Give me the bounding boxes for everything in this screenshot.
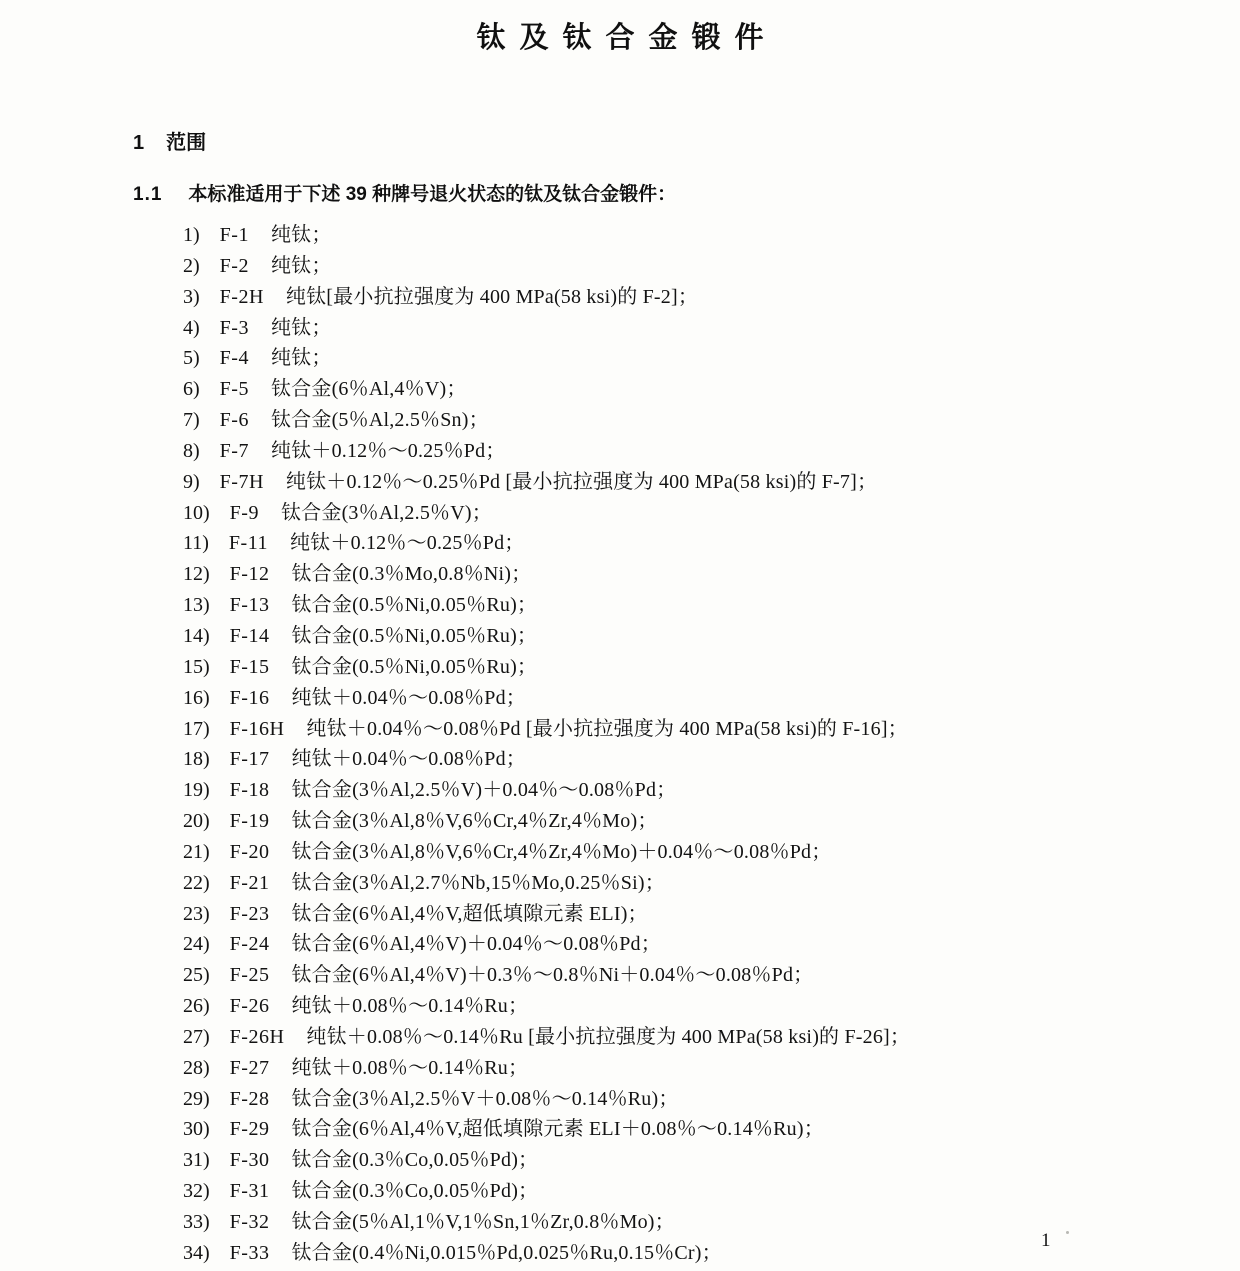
grade-description: 钛合金(0.3％Mo,0.8％Ni)； — [291, 563, 532, 586]
grade-code: F-18 — [229, 779, 270, 802]
item-number: 32) — [183, 1180, 210, 1203]
grade-code: F-30 — [229, 1149, 270, 1172]
grade-description: 纯钛； — [270, 316, 332, 339]
item-number: 11) — [183, 532, 209, 555]
list-item — [183, 590, 1240, 621]
list-item — [183, 436, 1240, 467]
grade-description: 纯钛＋0.12％～0.25％Pd； — [289, 532, 525, 555]
grade-code: F-4 — [219, 347, 249, 370]
grade-code: F-12 — [229, 563, 270, 586]
grade-code: F-5 — [219, 378, 249, 401]
item-number: 10) — [183, 501, 210, 524]
grade-description: 钛合金(0.5％Ni,0.05％Ru)； — [291, 655, 538, 678]
item-number: 6) — [183, 378, 200, 401]
list-item — [183, 652, 1240, 683]
item-number: 14) — [183, 624, 210, 647]
item-number: 23) — [183, 902, 210, 925]
grade-code: F-9 — [229, 501, 259, 524]
grade-code: F-13 — [229, 594, 270, 617]
list-item — [183, 343, 1240, 374]
grade-code: F-21 — [229, 871, 270, 894]
item-number: 27) — [183, 1025, 210, 1048]
grade-code: F-15 — [229, 655, 270, 678]
item-number: 2) — [183, 254, 200, 277]
list-item — [183, 405, 1240, 436]
grade-description: 纯钛[最小抗拉强度为 400 MPa(58 ksi)的 F-2]； — [285, 285, 699, 308]
grade-code: F-20 — [229, 840, 270, 863]
grade-description: 钛合金(3％Al,2.5％V)； — [280, 501, 492, 524]
grade-description: 钛合金(0.5％Ni,0.05％Ru)； — [291, 624, 538, 647]
grade-description: 钛合金(0.5％Ni,0.05％Ru)； — [291, 594, 538, 617]
clause-number: 1.1 — [133, 184, 163, 205]
list-item — [183, 621, 1240, 652]
item-number: 25) — [183, 964, 210, 987]
list-item — [183, 1207, 1240, 1238]
list-item — [183, 714, 1240, 745]
grade-description: 钛合金(5％Al,1％V,1％Sn,1％Zr,0.8％Mo)； — [291, 1211, 675, 1233]
grade-code: F-2H — [219, 285, 264, 308]
scan-speck — [1066, 1231, 1069, 1234]
grade-description: 钛合金(6％Al,4％V)； — [270, 378, 467, 401]
grade-description: 纯钛； — [270, 347, 332, 370]
grade-code: F-25 — [229, 964, 270, 987]
grade-code: F-2 — [219, 254, 249, 277]
list-item — [183, 559, 1240, 590]
section-number: 1 — [133, 132, 145, 154]
grade-code: F-32 — [229, 1211, 270, 1233]
clause — [133, 179, 1240, 206]
grade-description: 钛合金(3％Al,2.7％Nb,15％Mo,0.25％Si)； — [291, 871, 665, 894]
list-item — [183, 991, 1240, 1022]
page-number: 1 — [1041, 1230, 1051, 1251]
list-item — [183, 374, 1240, 405]
item-number: 29) — [183, 1087, 210, 1110]
list-item — [183, 1238, 1240, 1269]
document-title: 钛及钛合金锻件 — [476, 22, 778, 54]
grade-description: 钛合金(5％Al,2.5％Sn)； — [270, 409, 489, 432]
item-number: 3) — [183, 285, 200, 308]
list-item — [183, 960, 1240, 991]
grade-code: F-17 — [229, 748, 270, 771]
list-item — [183, 837, 1240, 868]
item-number: 8) — [183, 439, 200, 462]
item-number: 30) — [183, 1118, 210, 1141]
item-number: 17) — [183, 717, 210, 740]
grade-code: F-26H — [229, 1025, 285, 1048]
item-number: 22) — [183, 871, 210, 894]
item-number: 4) — [183, 316, 200, 339]
grade-description: 钛合金(6％Al,4％V)＋0.3％～0.8％Ni＋0.04％～0.08％Pd； — [291, 964, 814, 987]
grade-description: 钛合金(3％Al,2.5％V＋0.08％～0.14％Ru)； — [291, 1087, 679, 1110]
item-number: 26) — [183, 995, 210, 1018]
grade-description: 纯钛； — [270, 254, 332, 277]
grade-code: F-7 — [219, 439, 249, 462]
grade-description: 钛合金(6％Al,4％V,超低填隙元素 ELI＋0.08％～0.14％Ru)； — [291, 1118, 824, 1141]
grade-code: F-28 — [229, 1087, 270, 1110]
grade-code: F-23 — [229, 902, 270, 925]
item-number: 9) — [183, 470, 200, 493]
item-number: 21) — [183, 840, 210, 863]
grade-description: 纯钛＋0.12％～0.25％Pd [最小抗拉强度为 400 MPa(58 ksi)的 F-7]； — [285, 470, 878, 493]
list-item — [183, 806, 1240, 837]
list-item — [183, 899, 1240, 930]
list-item — [183, 1176, 1240, 1207]
grade-description: 纯钛＋0.04％～0.08％Pd [最小抗拉强度为 400 MPa(58 ksi)的 F-16]； — [306, 717, 908, 740]
grade-code: F-29 — [229, 1118, 270, 1141]
item-number: 19) — [183, 779, 210, 802]
grade-description: 纯钛＋0.08％～0.14％Ru [最小抗拉强度为 400 MPa(58 ksi)的 F-26]； — [306, 1025, 911, 1048]
list-item — [183, 868, 1240, 899]
grade-list — [0, 220, 1240, 1269]
list-item — [183, 744, 1240, 775]
list-item — [183, 1114, 1240, 1145]
grade-description: 钛合金(0.4％Ni,0.015％Pd,0.025％Ru,0.15％Cr)； — [291, 1241, 722, 1264]
grade-description: 纯钛＋0.08％～0.14％Ru； — [291, 995, 529, 1018]
section-title: 范围 — [166, 132, 207, 154]
item-number: 34) — [183, 1241, 210, 1264]
grade-code: F-3 — [219, 316, 249, 339]
grade-code: F-24 — [229, 933, 270, 956]
item-number: 20) — [183, 810, 210, 833]
grade-description: 钛合金(3％Al,8％V,6％Cr,4％Zr,4％Mo)； — [291, 810, 658, 833]
item-number: 33) — [183, 1211, 210, 1233]
item-number: 12) — [183, 563, 210, 586]
grade-code: F-1 — [219, 224, 249, 246]
item-number: 13) — [183, 594, 210, 617]
grade-code: F-14 — [229, 624, 270, 647]
list-item — [183, 313, 1240, 344]
list-item — [183, 1084, 1240, 1115]
grade-code: F-19 — [229, 810, 270, 833]
item-number: 15) — [183, 655, 210, 678]
list-item — [183, 528, 1240, 559]
item-number: 24) — [183, 933, 210, 956]
grade-code: F-31 — [229, 1180, 270, 1203]
grade-code: F-16H — [229, 717, 285, 740]
list-item — [183, 467, 1240, 498]
item-number: 28) — [183, 1056, 210, 1079]
list-item — [183, 282, 1240, 313]
item-number: 7) — [183, 409, 200, 432]
list-item — [183, 220, 1240, 251]
item-number: 5) — [183, 347, 200, 370]
list-item — [183, 775, 1240, 806]
item-number: 1) — [183, 224, 200, 246]
list-item — [183, 1022, 1240, 1053]
clause-text: 本标准适用于下述 39 种牌号退火状态的钛及钛合金锻件： — [188, 184, 677, 205]
list-item — [183, 251, 1240, 282]
grade-description: 钛合金(3％Al,2.5％V)＋0.04％～0.08％Pd； — [291, 779, 677, 802]
grade-code: F-26 — [229, 995, 270, 1018]
grade-code: F-16 — [229, 686, 270, 709]
grade-description: 纯钛＋0.12％～0.25％Pd； — [270, 439, 506, 462]
list-item — [183, 498, 1240, 529]
grade-description: 钛合金(0.3％Co,0.05％Pd)； — [291, 1149, 539, 1172]
grade-description: 钛合金(0.3％Co,0.05％Pd)； — [291, 1180, 539, 1203]
list-item — [183, 1145, 1240, 1176]
grade-description: 钛合金(6％Al,4％V)＋0.04％～0.08％Pd； — [291, 933, 661, 956]
grade-description: 纯钛＋0.04％～0.08％Pd； — [291, 748, 526, 771]
list-item — [183, 929, 1240, 960]
grade-code: F-6 — [219, 409, 249, 432]
grade-description: 钛合金(3％Al,8％V,6％Cr,4％Zr,4％Mo)＋0.04％～0.08％Pd； — [291, 840, 832, 863]
grade-code: F-7H — [219, 470, 264, 493]
grade-description: 纯钛＋0.04％～0.08％Pd； — [291, 686, 526, 709]
grade-description: 纯钛＋0.08％～0.14％Ru； — [291, 1056, 529, 1079]
grade-description: 纯钛； — [270, 224, 332, 246]
item-number: 31) — [183, 1149, 210, 1172]
list-item — [183, 1053, 1240, 1084]
grade-code: F-33 — [229, 1241, 270, 1264]
item-number: 18) — [183, 748, 210, 771]
section-heading — [133, 126, 1240, 155]
grade-description: 钛合金(6％Al,4％V,超低填隙元素 ELI)； — [291, 902, 648, 925]
item-number: 16) — [183, 686, 210, 709]
list-item — [183, 683, 1240, 714]
grade-code: F-27 — [229, 1056, 270, 1079]
grade-code: F-11 — [228, 532, 268, 555]
